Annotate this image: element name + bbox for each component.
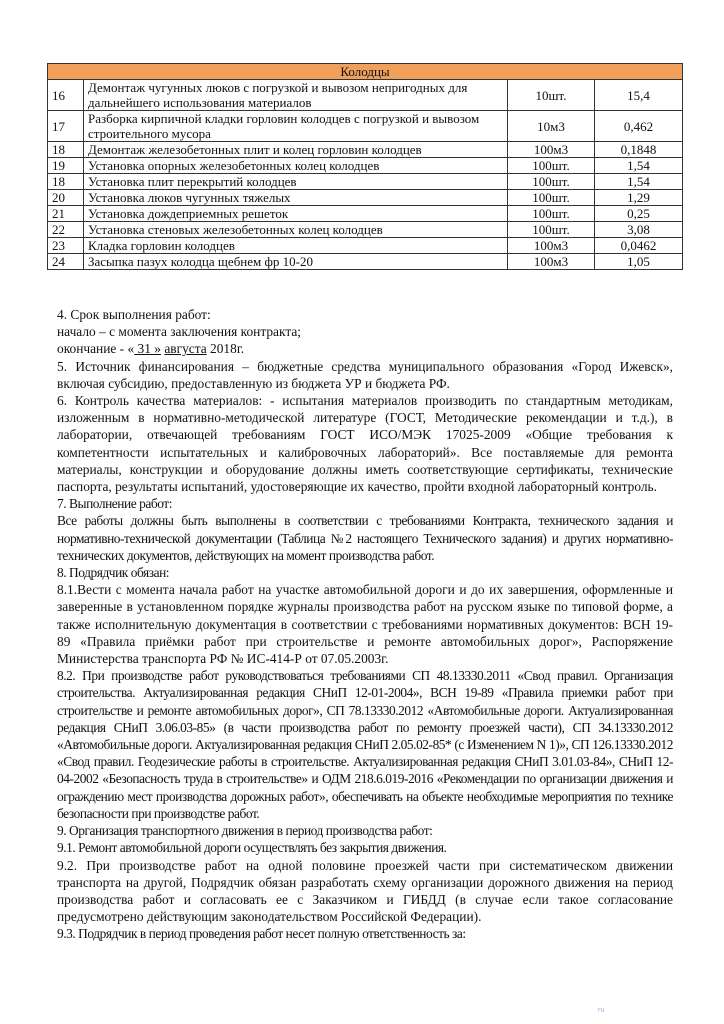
section-7: Все работы должны быть выполнены в соответствии с требованиями Контракта, технического задания и нормативно-технической документации (Таблица №2 настоящего Технического задания) и других нормативно-технических документов, действующих на момент производства работ.	[57, 513, 673, 563]
section-title: Колодцы	[48, 64, 683, 80]
document-body	[57, 306, 673, 943]
section-9-2: 9.2. При производстве работ на одной половине проезжей части при систематическом движении транспорта на другой, Подрядчик обязан разработать схему организации дорожного движения на период производства работ и согласовать ее с Заказчиком и ГИБДД (в случае если такое согласование предусмотрено действующим законодательством Российской Федерации).	[57, 857, 673, 925]
cell-unit: 100шт.	[508, 206, 595, 222]
table-row	[48, 254, 683, 270]
cell-unit: 10шт.	[508, 80, 595, 111]
table-row	[48, 142, 683, 158]
cell-unit: 100м3	[508, 238, 595, 254]
cell-quantity: 0,1848	[595, 142, 683, 158]
cell-unit: 100шт.	[508, 222, 595, 238]
table-row	[48, 174, 683, 190]
cell-number: 24	[48, 254, 84, 270]
cell-unit: 100шт.	[508, 174, 595, 190]
end-prefix: окончание - «	[57, 341, 135, 357]
cell-work-name: Кладка горловин колодцев	[84, 238, 508, 254]
cell-work-name: Установка плит перекрытий колодцев	[84, 174, 508, 190]
cell-quantity: 1,05	[595, 254, 683, 270]
table-row	[48, 206, 683, 222]
cell-quantity: 1,54	[595, 174, 683, 190]
table-section-header	[48, 64, 683, 80]
cell-number: 21	[48, 206, 84, 222]
watermark: ru	[598, 1007, 605, 1014]
cell-number: 22	[48, 222, 84, 238]
table-row	[48, 80, 683, 111]
cell-unit: 100шт.	[508, 158, 595, 174]
cell-work-name: Засыпка пазух колодца щебнем фр 10-20	[84, 254, 508, 270]
table-row	[48, 111, 683, 142]
cell-unit: 100м3	[508, 254, 595, 270]
cell-unit: 100м3	[508, 142, 595, 158]
section-9-1: 9.1. Ремонт автомобильной дороги осуществлять без закрытия движения.	[57, 840, 447, 856]
table-row	[48, 158, 683, 174]
section-4-title: 4. Срок выполнения работ:	[57, 307, 211, 322]
cell-work-name: Демонтаж чугунных люков с погрузкой и вывозом непригодных для дальнейшего использования материалов	[84, 80, 508, 111]
cell-quantity: 0,0462	[595, 238, 683, 254]
cell-quantity: 1,54	[595, 158, 683, 174]
section-7-title: 7. Выполнение работ:	[57, 496, 172, 512]
cell-work-name: Установка опорных железобетонных колец колодцев	[84, 158, 508, 174]
cell-work-name: Установка стеновых железобетонных колец колодцев	[84, 222, 508, 238]
end-month: августа	[164, 341, 207, 357]
cell-number: 23	[48, 238, 84, 254]
cell-quantity: 3,08	[595, 222, 683, 238]
end-year: 2018г.	[206, 341, 245, 357]
section-4-start: начало – с момента заключения контракта;	[57, 324, 302, 340]
cell-quantity: 0,25	[595, 206, 683, 222]
end-day: 31 »	[134, 341, 161, 357]
cell-number: 16	[48, 80, 84, 111]
cell-number: 19	[48, 158, 84, 174]
works-table	[47, 63, 683, 270]
cell-number: 18	[48, 174, 84, 190]
section-6: 6. Контроль качества материалов: - испытания материалов производить по стандартным методикам, изложенным в нормативно-методической литературе (ГОСТ, Методические рекомендации и т.д.), в лаборатории, отвечающей требованиям ГОСТ ИСО/МЭК 17025-2009 «Общие требования к компетентности испытательных и калибровочных лабораторий». Все поставляемые для ремонта материалы, конструкции и оборудование должны иметь соответствующие сертификаты, технические паспорта, результаты испытаний, удостоверяющие их качество, пройти входной лабораторный контроль.	[57, 393, 673, 495]
section-5: 5. Источник финансирования – бюджетные средства муниципального образования «Город Ижевск», включая субсидию, предоставленную из бюджета УР и бюджета РФ.	[57, 358, 673, 391]
cell-number: 17	[48, 111, 84, 142]
cell-unit: 100шт.	[508, 190, 595, 206]
cell-quantity: 0,462	[595, 111, 683, 142]
cell-quantity: 1,29	[595, 190, 683, 206]
cell-work-name: Демонтаж железобетонных плит и колец горловин колодцев	[84, 142, 508, 158]
cell-quantity: 15,4	[595, 80, 683, 111]
section-8-title: 8. Подрядчик обязан:	[57, 565, 170, 581]
table-row	[48, 222, 683, 238]
table-row	[48, 238, 683, 254]
cell-number: 18	[48, 142, 84, 158]
cell-work-name: Разборка кирпичной кладки горловин колодцев с погрузкой и вывозом строительного мусора	[84, 111, 508, 142]
section-9-title: 9. Организация транспортного движения в период производства работ:	[57, 823, 433, 839]
cell-number: 20	[48, 190, 84, 206]
cell-unit: 10м3	[508, 111, 595, 142]
section-9-3: 9.3. Подрядчик в период проведения работ несет полную ответственность за:	[57, 926, 466, 942]
table-row	[48, 190, 683, 206]
section-8-2: 8.2. При производстве работ руководствоваться требованиями СП 48.13330.2011 «Свод правил. Организация строительства. Актуализированная редакция СНиП 12-01-2004», ВСН 19-89 «Правила приемки работ при строительстве и ремонте автомобильных дорог», СП 78.13330.2012 «Автомобильные дороги. Актуализированная редакция СНиП 3.06.03-85» (в части производства работ по ремонту проезжей части), СП 34.13330.2012 «Автомобильные дороги. Актуализированная редакция СНиП 2.05.02-85* (с Изменением N 1)», СП 126.13330.2012 «Свод правил. Геодезические работы в строительстве. Актуализированная редакция СНиП 3.01.03-84», СНиП 12-04-2002 «Безопасность труда в строительстве» и ОДМ 218.6.019-2016 «Рекомендации по организации движения и ограждению мест производства дорожных работ», обеспечивать на объекте необходимые мероприятия по технике безопасности при производстве работ.	[57, 668, 673, 821]
section-8-1: 8.1.Вести с момента начала работ на участке автомобильной дороги и до их завершения, оформленные и заверенные в установленном порядке журналы производства работ на русском языке по типовой форме, а также исполнительную документация в соответствии с требованиями нормативных документов: ВСН 19-89 «Правила приёмки работ при строительстве и ремонте автомобильных дорог», Распоряжение Министерства транспорта РФ № ИС-414-Р от 07.05.2003г.	[57, 582, 673, 667]
section-4-end	[57, 340, 673, 357]
cell-work-name: Установка дождеприемных решеток	[84, 206, 508, 222]
cell-work-name: Установка люков чугунных тяжелых	[84, 190, 508, 206]
